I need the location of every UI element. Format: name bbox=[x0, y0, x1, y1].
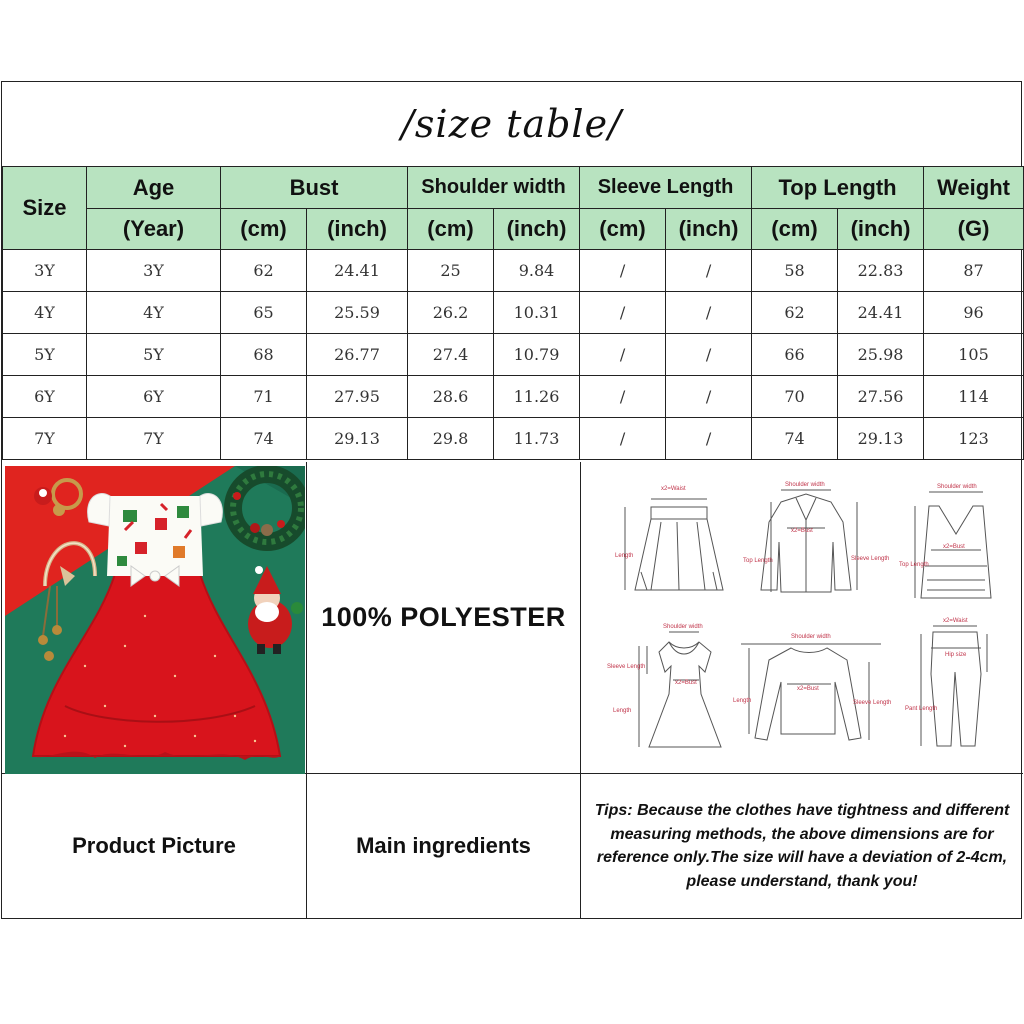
label-bust-long-sleeve: x2=Bust bbox=[797, 686, 819, 692]
cell-sl-cm: / bbox=[580, 376, 666, 418]
header-sleeve-cm: (cm) bbox=[580, 209, 666, 250]
long-sleeve-diagram-icon bbox=[741, 644, 881, 740]
cell-sl-cm: / bbox=[580, 334, 666, 376]
header-bust-cm: (cm) bbox=[221, 209, 307, 250]
label-bust-dress: x2=Bust bbox=[675, 680, 697, 686]
cell-size: 7Y bbox=[3, 418, 87, 460]
cell-sl-in: / bbox=[666, 292, 752, 334]
cell-sl-cm: / bbox=[580, 292, 666, 334]
main-ingredients-label-cell bbox=[307, 774, 581, 918]
header-weight-unit: (G) bbox=[924, 209, 1024, 250]
label-length-long-sleeve: Length bbox=[733, 698, 752, 704]
header-age: Age bbox=[87, 167, 221, 209]
skirt-diagram-icon bbox=[625, 499, 723, 590]
cell-age: 6Y bbox=[87, 376, 221, 418]
cell-size: 4Y bbox=[3, 292, 87, 334]
product-picture-label-cell bbox=[2, 774, 307, 918]
label-top-length-tank: Top Length bbox=[899, 562, 929, 568]
cell-sh-in: 10.79 bbox=[494, 334, 580, 376]
tips-text: Tips: Because the clothes have tightness and different measuring methods, the above dimensions are for reference only.The size will have a deviation of 2-4cm, please understand, thank you! bbox=[594, 802, 1010, 890]
cell-bust-cm: 65 bbox=[221, 292, 307, 334]
table-body bbox=[3, 250, 1024, 460]
cell-age: 3Y bbox=[87, 250, 221, 292]
cell-sl-in: / bbox=[666, 418, 752, 460]
header-size: Size bbox=[3, 167, 87, 250]
material-cell bbox=[307, 462, 581, 774]
cell-size: 6Y bbox=[3, 376, 87, 418]
header-sleeve-inch: (inch) bbox=[666, 209, 752, 250]
cell-sh-in: 11.26 bbox=[494, 376, 580, 418]
label-waist-pants: x2=Waist bbox=[943, 618, 968, 624]
cell-age: 5Y bbox=[87, 334, 221, 376]
header-weight: Weight bbox=[924, 167, 1024, 209]
cell-sl-in: / bbox=[666, 376, 752, 418]
cell-weight: 123 bbox=[924, 418, 1024, 460]
title-row bbox=[2, 82, 1021, 167]
label-shoulder-dress: Shoulder width bbox=[663, 624, 703, 630]
label-sleeve-length-dress: Sleeve Length bbox=[607, 664, 646, 670]
product-photo bbox=[5, 466, 305, 774]
cell-weight: 105 bbox=[924, 334, 1024, 376]
cell-sl-in: / bbox=[666, 250, 752, 292]
cell-tl-cm: 62 bbox=[752, 292, 838, 334]
header-age-unit: (Year) bbox=[87, 209, 221, 250]
table-row bbox=[3, 250, 1024, 292]
label-hip-pants: Hip size bbox=[945, 652, 967, 658]
main-ingredients-label: Main ingredients bbox=[356, 833, 531, 858]
cell-sh-in: 9.84 bbox=[494, 250, 580, 292]
label-length-dress: Length bbox=[613, 708, 632, 714]
header-top-cm: (cm) bbox=[752, 209, 838, 250]
cell-sl-in: / bbox=[666, 334, 752, 376]
table-row bbox=[3, 376, 1024, 418]
cell-tl-cm: 66 bbox=[752, 334, 838, 376]
cell-bust-cm: 68 bbox=[221, 334, 307, 376]
cell-bust-cm: 62 bbox=[221, 250, 307, 292]
table-row bbox=[3, 334, 1024, 376]
label-pant-length: Pant Length bbox=[905, 706, 938, 712]
product-photo-cell bbox=[2, 462, 307, 774]
cell-bust-cm: 71 bbox=[221, 376, 307, 418]
cell-bust-in: 25.59 bbox=[307, 292, 408, 334]
cell-sh-cm: 28.6 bbox=[408, 376, 494, 418]
cell-bust-cm: 74 bbox=[221, 418, 307, 460]
header-shoulder-inch: (inch) bbox=[494, 209, 580, 250]
measurement-diagrams bbox=[581, 462, 1023, 774]
header-bust: Bust bbox=[221, 167, 408, 209]
cell-tl-cm: 58 bbox=[752, 250, 838, 292]
measurement-diagram-cell bbox=[581, 462, 1023, 774]
cell-sh-cm: 25 bbox=[408, 250, 494, 292]
cell-tl-in: 24.41 bbox=[838, 292, 924, 334]
cell-bust-in: 26.77 bbox=[307, 334, 408, 376]
page-title: /size table/ bbox=[401, 102, 622, 146]
cell-sh-in: 10.31 bbox=[494, 292, 580, 334]
cell-sl-cm: / bbox=[580, 250, 666, 292]
label-bust-jacket: x2=Bust bbox=[791, 528, 813, 534]
size-chart-sheet bbox=[1, 81, 1022, 919]
header-top-inch: (inch) bbox=[838, 209, 924, 250]
label-shoulder-long-sleeve: Shoulder width bbox=[791, 634, 831, 640]
size-table bbox=[2, 166, 1024, 460]
cell-bust-in: 27.95 bbox=[307, 376, 408, 418]
label-bust-tank: x2=Bust bbox=[943, 544, 965, 550]
cell-tl-in: 29.13 bbox=[838, 418, 924, 460]
cell-tl-cm: 70 bbox=[752, 376, 838, 418]
cell-sh-cm: 26.2 bbox=[408, 292, 494, 334]
header-shoulder-width: Shoulder width bbox=[408, 167, 580, 209]
cell-size: 5Y bbox=[3, 334, 87, 376]
pants-diagram-icon bbox=[921, 626, 987, 746]
cell-age: 7Y bbox=[87, 418, 221, 460]
material-text: 100% POLYESTER bbox=[321, 602, 566, 632]
cell-tl-in: 27.56 bbox=[838, 376, 924, 418]
label-length-skirt: Length bbox=[615, 553, 634, 559]
cell-weight: 87 bbox=[924, 250, 1024, 292]
cell-age: 4Y bbox=[87, 292, 221, 334]
cell-bust-in: 29.13 bbox=[307, 418, 408, 460]
label-top-length-jacket: Top Length bbox=[743, 558, 773, 564]
cell-sh-cm: 27.4 bbox=[408, 334, 494, 376]
header-bust-inch: (inch) bbox=[307, 209, 408, 250]
cell-size: 3Y bbox=[3, 250, 87, 292]
label-waist-skirt: x2=Waist bbox=[661, 486, 686, 492]
header-sleeve-length: Sleeve Length bbox=[580, 167, 752, 209]
jacket-diagram-icon bbox=[761, 490, 857, 592]
label-sleeve-length-long-sleeve: Sleeve Length bbox=[853, 700, 892, 706]
cell-tl-in: 22.83 bbox=[838, 250, 924, 292]
cell-tl-cm: 74 bbox=[752, 418, 838, 460]
header-shoulder-cm: (cm) bbox=[408, 209, 494, 250]
tips-cell bbox=[581, 774, 1023, 918]
table-row bbox=[3, 418, 1024, 460]
product-picture-label: Product Picture bbox=[72, 833, 236, 858]
cell-tl-in: 25.98 bbox=[838, 334, 924, 376]
cell-weight: 96 bbox=[924, 292, 1024, 334]
dress-diagram-icon bbox=[639, 632, 721, 747]
label-shoulder-jacket: Shoulder width bbox=[785, 482, 825, 488]
cell-sh-cm: 29.8 bbox=[408, 418, 494, 460]
label-shoulder-tank: Shoulder width bbox=[937, 484, 977, 490]
cell-bust-in: 24.41 bbox=[307, 250, 408, 292]
cell-weight: 114 bbox=[924, 376, 1024, 418]
cell-sl-cm: / bbox=[580, 418, 666, 460]
lower-section bbox=[2, 462, 1023, 918]
label-sleeve-length-jacket: Sleeve Length bbox=[851, 556, 890, 562]
cell-sh-in: 11.73 bbox=[494, 418, 580, 460]
header-top-length: Top Length bbox=[752, 167, 924, 209]
table-row bbox=[3, 292, 1024, 334]
